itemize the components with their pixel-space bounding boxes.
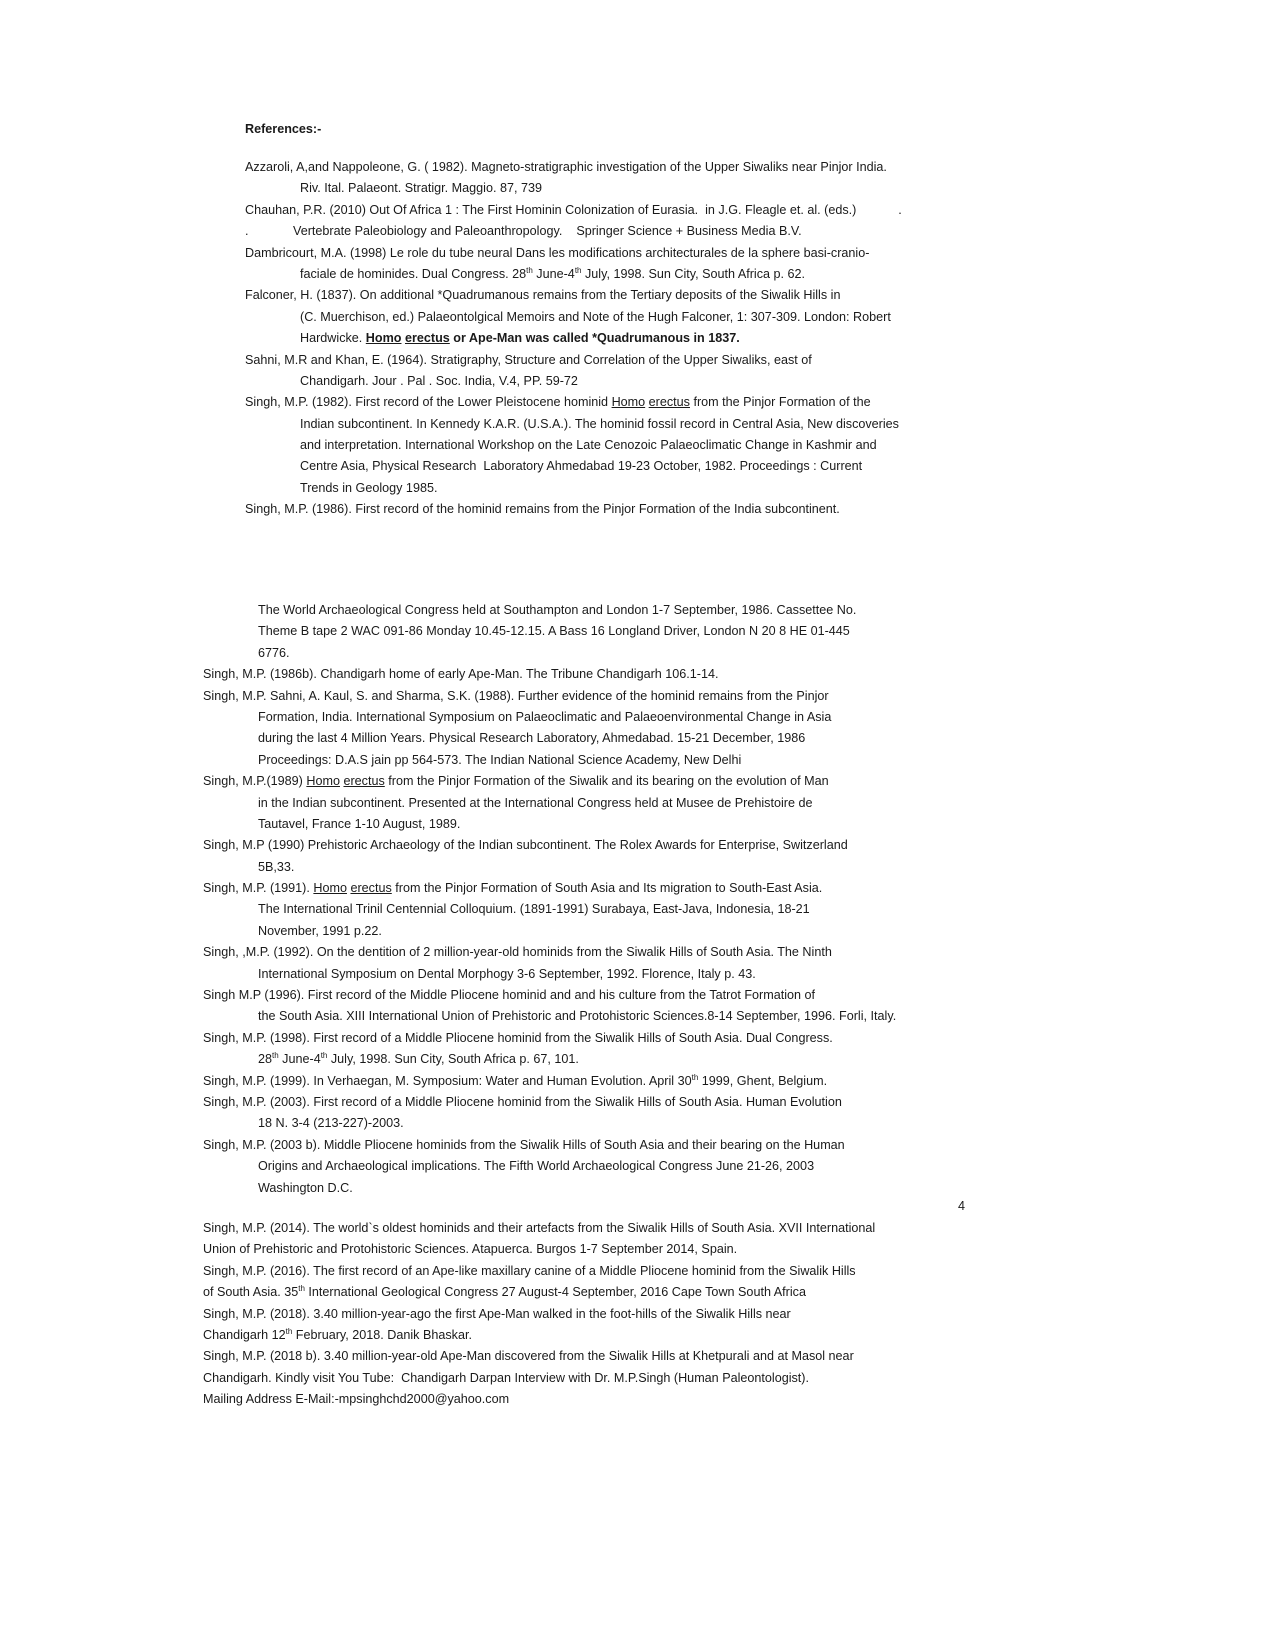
text-segment: th	[574, 265, 582, 275]
reference-entry	[245, 200, 965, 243]
text-segment: Hardwicke.	[300, 331, 366, 346]
reference-entry	[203, 1071, 963, 1092]
reference-continuation-line	[245, 221, 965, 242]
emphasized-term: erectus	[648, 395, 690, 410]
reference-continuation-line: Chandigarh. Kindly visit You Tube: Chandigarh Darpan Interview with Dr. M.P.Singh (Human Paleontologist).	[203, 1370, 809, 1385]
reference-entry	[203, 771, 963, 835]
reference-continuation-line	[203, 1325, 963, 1346]
reference-entry	[203, 1389, 963, 1410]
text-segment: th	[320, 1051, 328, 1061]
text-segment: th	[298, 1283, 305, 1293]
reference-entry	[203, 1028, 963, 1071]
reference-first-line: Singh, M.P. (1986). First record of the hominid remains from the Pinjor Formation of the India subcontinent.	[245, 502, 840, 517]
reference-continuation-line: during the last 4 Million Years. Physical Research Laboratory, Ahmedabad. 15-21 December, 1986	[258, 731, 806, 746]
text-segment: from the Pinjor Formation of South Asia and Its migration to South-East Asia.	[391, 881, 823, 896]
reference-continuation-line: Indian subcontinent. In Kennedy K.A.R. (U.S.A.). The hominid fossil record in Central Asia, New discoveries	[300, 416, 899, 431]
reference-entry	[203, 1092, 963, 1135]
references-block-1	[245, 157, 965, 521]
reference-entry	[203, 878, 963, 942]
reference-continuation-line: the South Asia. XIII International Union of Prehistoric and Protohistoric Sciences.8-14 September, 1996. Forli, Italy.	[258, 1009, 897, 1024]
reference-entry	[203, 1218, 963, 1261]
reference-entry	[203, 1346, 963, 1389]
reference-continuation-line: Origins and Archaeological implications. The Fifth World Archaeological Congress June 21-26, 2003	[258, 1159, 815, 1174]
reference-entry	[203, 1135, 963, 1199]
text-segment: th	[526, 265, 533, 275]
reference-first-line: Singh, M.P. (2003 b). Middle Pliocene hominids from the Siwalik Hills of South Asia and their bearing on the Human	[203, 1137, 845, 1152]
reference-continuation-line: (C. Muerchison, ed.) Palaeontolgical Memoirs and Note of the Hugh Falconer, 1: 307-309. London: Robert	[300, 309, 891, 324]
reference-entry	[203, 1261, 963, 1304]
stray-dot: .	[245, 224, 249, 239]
reference-entry	[203, 1304, 963, 1347]
reference-first-line: Azzaroli, A,and Nappoleone, G. ( 1982). Magneto-stratigraphic investigation of the Upper Siwaliks near Pinjor India.	[245, 160, 887, 174]
text-segment: Singh, M.P. (1999). In Verhaegan, M. Symposium: Water and Human Evolution. April 30	[203, 1073, 692, 1088]
reference-entry	[245, 350, 965, 393]
page-number: 4	[958, 1199, 966, 1213]
reference-continuation-line: Formation, India. International Symposium on Palaeoclimatic and Palaeoenvironmental Change in Asia	[258, 709, 832, 724]
reference-first-line: Sahni, M.R and Khan, E. (1964). Stratigraphy, Structure and Correlation of the Upper Siwaliks, east of	[245, 352, 812, 367]
reference-first-line: Singh M.P (1996). First record of the Middle Pliocene hominid and and his culture from the Tatrot Formation of	[203, 988, 816, 1003]
text-segment: or Ape-Man was called *Quadrumanous in 1837.	[449, 331, 740, 346]
text-segment: February, 2018. Danik Bhaskar.	[292, 1327, 472, 1342]
reference-first-line: Singh, ,M.P. (1992). On the dentition of 2 million-year-old hominids from the Siwalik Hills of South Asia. The Ninth	[203, 945, 832, 960]
reference-first-line: Singh, M.P. (2018 b). 3.40 million-year-old Ape-Man discovered from the Siwalik Hills at Khetpurali and at Masol near	[203, 1349, 854, 1364]
reference-continuation-line: Proceedings: D.A.S jain pp 564-573. The Indian National Science Academy, New Delhi	[258, 752, 742, 767]
reference-first-line	[245, 392, 965, 413]
reference-continuation-line	[245, 328, 965, 349]
emphasized-term: erectus	[343, 774, 385, 789]
reference-first-line: Chauhan, P.R. (2010) Out Of Africa 1 : The First Hominin Colonization of Eurasia. in J.G. Fleagle et. al. (eds.) .	[245, 202, 902, 217]
reference-first-line: Falconer, H. (1837). On additional *Quadrumanous remains from the Tertiary deposits of the Siwalik Hills in	[245, 288, 841, 303]
references-block-2	[203, 600, 963, 1199]
emphasized-term: Homo	[365, 331, 402, 346]
reference-continuation-line: Centre Asia, Physical Research Laboratory Ahmedabad 19-23 October, 1982. Proceedings : Current	[300, 459, 863, 474]
text-segment: th	[285, 1326, 293, 1336]
reference-continuation-line: Trends in Geology 1985.	[300, 480, 438, 495]
reference-first-line	[203, 1071, 963, 1092]
text-segment: from the Pinjor Formation of the Siwalik and its bearing on the evolution of Man	[384, 774, 829, 789]
reference-first-line: Singh, M.P (1990) Prehistoric Archaeology of the Indian subcontinent. The Rolex Awards for Enterprise, Switzerland	[203, 838, 848, 853]
reference-first-line: Singh, M.P. (2016). The first record of an Ape-like maxillary canine of a Middle Pliocene hominid from the Siwalik Hills	[203, 1263, 856, 1278]
text-segment: Vertebrate Paleobiology and Paleoanthropology. Springer Science + Business Media B.V.	[293, 224, 802, 239]
text-segment: International Geological Congress 27 August-4 September, 2016 Cape Town South Africa	[304, 1285, 806, 1300]
reference-first-line: Dambricourt, M.A. (1998) Le role du tube neural Dans les modifications architecturales de la sphere basi-cranio-	[245, 245, 870, 260]
reference-entry	[245, 392, 965, 499]
emphasized-term: Homo	[306, 774, 340, 789]
reference-continuation-line: Riv. Ital. Palaeont. Stratigr. Maggio. 87, 739	[300, 181, 542, 196]
reference-continuation-line: 6776.	[258, 645, 290, 660]
reference-continuation-line: International Symposium on Dental Morphogy 3-6 September, 1992. Florence, Italy p. 43.	[258, 966, 756, 981]
reference-continuation-line: Chandigarh. Jour . Pal . Soc. India, V.4, PP. 59-72	[300, 373, 578, 388]
reference-continuation-line: Union of Prehistoric and Protohistoric Sciences. Atapuerca. Burgos 1-7 September 2014, Spain.	[203, 1242, 738, 1257]
emphasized-term: erectus	[404, 331, 450, 346]
text-segment: 28	[258, 1052, 273, 1067]
text-segment: of South Asia. 35	[203, 1285, 299, 1300]
reference-entry	[245, 285, 965, 349]
reference-continuation-line: Washington D.C.	[258, 1180, 353, 1195]
text-segment: Singh, M.P. (1982). First record of the Lower Pleistocene hominid	[245, 395, 612, 410]
reference-first-line: Singh, M.P. (2018). 3.40 million-year-ago the first Ape-Man walked in the foot-hills of the Siwalik Hills near	[203, 1306, 791, 1321]
reference-continuation-line: Tautavel, France 1-10 August, 1989.	[258, 816, 461, 831]
reference-entry	[203, 942, 963, 985]
reference-continuation-line	[203, 1049, 963, 1070]
reference-continuation-line	[203, 1282, 963, 1303]
reference-first-line: Mailing Address E-Mail:-mpsinghchd2000@yahoo.com	[203, 1392, 510, 1407]
reference-first-line: Singh, M.P. (1986b). Chandigarh home of early Ape-Man. The Tribune Chandigarh 106.1-14.	[203, 667, 719, 682]
reference-continuation-line: 5B,33.	[258, 859, 295, 874]
text-segment: June-4	[278, 1052, 321, 1067]
reference-first-line: Singh, M.P. (2014). The world`s oldest hominids and their artefacts from the Siwalik Hills of South Asia. XVII International	[203, 1221, 876, 1235]
reference-entry	[203, 985, 963, 1028]
reference-entry	[245, 243, 965, 286]
reference-first-line	[203, 771, 963, 792]
reference-continuation-line: The International Trinil Centennial Colloquium. (1891-1991) Surabaya, East-Java, Indonesia, 18-21	[258, 902, 810, 917]
text-segment: 1999, Ghent, Belgium.	[698, 1073, 828, 1088]
text-segment: faciale de hominides. Dual Congress. 28	[300, 266, 527, 281]
reference-continuation-line: November, 1991 p.22.	[258, 923, 382, 938]
reference-first-line	[203, 878, 963, 899]
text-segment: Singh, M.P. (1991).	[203, 881, 314, 896]
reference-continuation-line: The World Archaeological Congress held at Southampton and London 1-7 September, 1986. Cassettee No.	[258, 603, 857, 617]
emphasized-term: erectus	[350, 881, 392, 896]
text-segment: Chandigarh 12	[203, 1327, 286, 1342]
text-segment: from the Pinjor Formation of the	[689, 395, 871, 410]
text-segment: th	[691, 1072, 699, 1082]
reference-continuation-line: Theme B tape 2 WAC 091-86 Monday 10.45-12.15. A Bass 16 Longland Driver, London N 20 8 HE 01-445	[258, 624, 850, 639]
text-segment: June-4	[532, 266, 575, 281]
emphasized-term: Homo	[313, 881, 347, 896]
reference-first-line: Singh, M.P. (2003). First record of a Middle Pliocene hominid from the Siwalik Hills of South Asia. Human Evolution	[203, 1094, 842, 1109]
reference-continuation-line: and interpretation. International Workshop on the Late Cenozoic Palaeoclimatic Change in Kashmir and	[300, 438, 877, 453]
text-segment: July, 1998. Sun City, South Africa p. 67, 101.	[327, 1052, 579, 1067]
reference-continuation-line: in the Indian subcontinent. Presented at the International Congress held at Musee de Prehistoire de	[258, 795, 813, 810]
references-block-3	[203, 1218, 963, 1411]
reference-first-line: Singh, M.P. (1998). First record of a Middle Pliocene hominid from the Siwalik Hills of South Asia. Dual Congress.	[203, 1030, 833, 1045]
reference-entry	[203, 835, 963, 878]
text-segment: th	[272, 1051, 279, 1061]
reference-entry	[245, 499, 965, 520]
reference-entry	[245, 157, 965, 200]
references-heading: References:-	[245, 122, 322, 136]
reference-continuation-line	[245, 264, 965, 285]
emphasized-term: Homo	[611, 395, 646, 410]
text-segment: Singh, M.P.(1989)	[203, 774, 307, 789]
reference-entry	[203, 686, 963, 772]
text-segment: July, 1998. Sun City, South Africa p. 62.	[581, 266, 806, 281]
reference-entry	[203, 664, 963, 685]
reference-first-line: Singh, M.P. Sahni, A. Kaul, S. and Sharma, S.K. (1988). Further evidence of the hominid remains from the Pinjor	[203, 688, 829, 703]
reference-continuation-line: 18 N. 3-4 (213-227)-2003.	[258, 1116, 404, 1131]
